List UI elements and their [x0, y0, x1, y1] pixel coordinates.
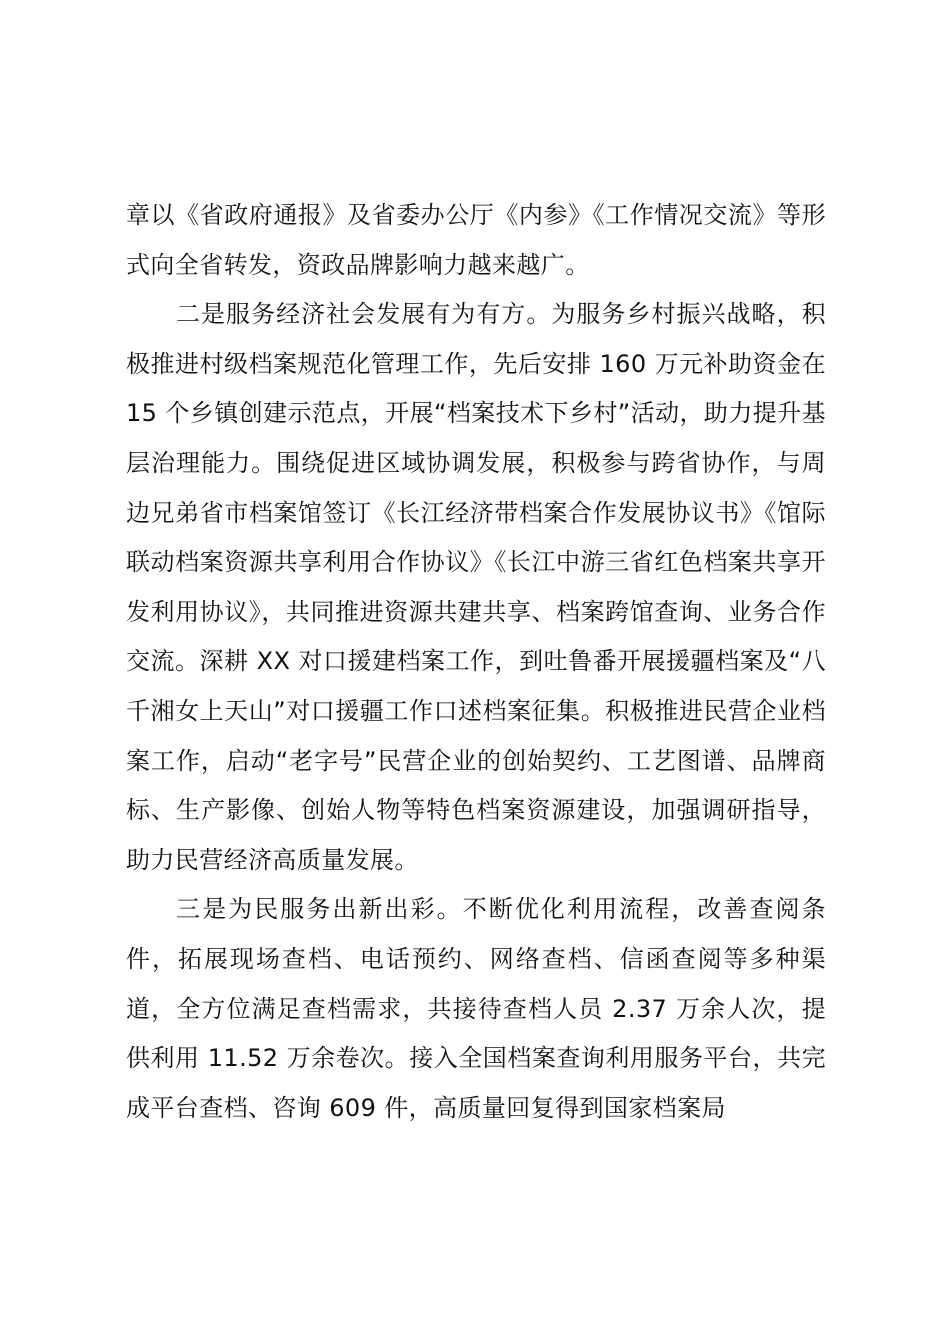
paragraph-economic-service: 二是服务经济社会发展有为有方。为服务乡村振兴战略，积极推进村级档案规范化管理工作，先后安排 160 万元补助资金在 15 个乡镇创建示范点，开展“档案技术下乡村”活动，助力提升基层治理能力。围绕促进区域协调发展，积极参与跨省协作，与周边兄弟省市档案馆签订《长江经济带档案合作发展协议书》《馆际联动档案资源共享利用合作协议》《长江中游三省红色档案共享开发利用协议》，共同推进资源共建共享、档案跨馆查询、业务合作交流。深耕 XX 对口援建档案工作，到吐鲁番开展援疆档案及“八千湘女上天山”对口援疆工作口述档案征集。积极推进民营企业档案工作，启动“老字号”民营企业的创始契约、工艺图谱、品牌商标、生产影像、创始人物等特色档案资源建设，加强调研指导，助力民营经济高质量发展。: [126, 300, 826, 874]
document-body: [126, 191, 826, 1133]
paragraph-public-service: 三是为民服务出新出彩。不断优化利用流程，改善查阅条件，拓展现场查档、电话预约、网络查档、信函查阅等多种渠道，全方位满足查档需求，共接待查档人员 2.37 万余人次，提供利用 11.52 万余卷次。接入全国档案查询利用服务平台，共完成平台查档、咨询 609 件，高质量回复得到国家档案局: [126, 895, 826, 1122]
paragraph-continuation: 章以《省政府通报》及省委办公厅《内参》《工作情况交流》等形式向全省转发，资政品牌影响力越来越广。: [126, 201, 826, 279]
